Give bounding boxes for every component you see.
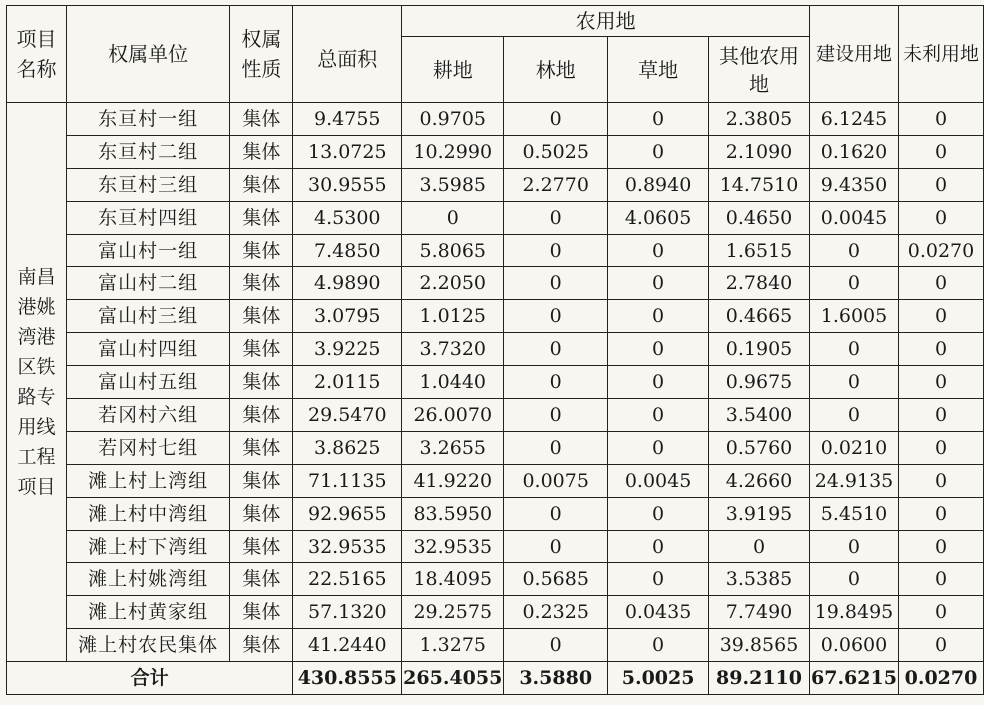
cell-total-area: 3.0795 — [293, 300, 402, 333]
cell-other-agri: 0.4665 — [709, 300, 810, 333]
cell-total-area: 30.9555 — [293, 168, 402, 201]
totals-row — [7, 662, 984, 695]
cell-grass: 0 — [608, 234, 709, 267]
cell-construction: 24.9135 — [809, 464, 898, 497]
cell-other-agri: 0.4650 — [709, 201, 810, 234]
cell-cultivated: 0 — [402, 201, 504, 234]
cell-grass: 0 — [608, 135, 709, 168]
cell-grass: 0 — [608, 366, 709, 399]
table-header — [7, 6, 984, 103]
cell-cultivated: 0.9705 — [402, 103, 504, 136]
cell-cultivated: 3.7320 — [402, 333, 504, 366]
cell-nature: 集体 — [230, 431, 293, 464]
cell-total-area: 57.1320 — [293, 596, 402, 629]
cell-grass: 0 — [608, 103, 709, 136]
cell-unit: 富山村五组 — [66, 366, 230, 399]
table-row — [7, 135, 984, 168]
cell-construction: 5.4510 — [809, 497, 898, 530]
cell-unit: 若冈村六组 — [66, 399, 230, 432]
table-row — [7, 497, 984, 530]
cell-unused: 0 — [898, 103, 983, 136]
cell-total-area: 4.5300 — [293, 201, 402, 234]
cell-forest: 0.0075 — [504, 464, 608, 497]
cell-nature: 集体 — [230, 234, 293, 267]
cell-grass: 0 — [608, 300, 709, 333]
table-footer — [7, 662, 984, 695]
cell-forest: 0 — [504, 366, 608, 399]
cell-forest: 0 — [504, 530, 608, 563]
cell-other-agri: 3.9195 — [709, 497, 810, 530]
cell-unit: 东亘村二组 — [66, 135, 230, 168]
cell-other-agri: 0.5760 — [709, 431, 810, 464]
table-row — [7, 234, 984, 267]
unused-sum: 0.0270 — [898, 662, 983, 695]
cell-other-agri: 0 — [709, 530, 810, 563]
cell-construction: 0.1620 — [809, 135, 898, 168]
cell-forest: 0 — [504, 201, 608, 234]
land-use-table — [6, 5, 984, 695]
cell-total-area: 3.8625 — [293, 431, 402, 464]
cell-unused: 0 — [898, 333, 983, 366]
table-body — [7, 103, 984, 662]
cell-unit: 若冈村七组 — [66, 431, 230, 464]
header-forest: 林地 — [504, 37, 608, 103]
cell-grass: 0 — [608, 333, 709, 366]
cell-construction: 0.0210 — [809, 431, 898, 464]
cell-unused: 0 — [898, 497, 983, 530]
cell-unused: 0 — [898, 563, 983, 596]
cell-other-agri: 2.7840 — [709, 267, 810, 300]
grass-sum: 5.0025 — [608, 662, 709, 695]
cell-grass: 0 — [608, 399, 709, 432]
cell-forest: 0 — [504, 267, 608, 300]
table-row — [7, 267, 984, 300]
cell-cultivated: 1.0125 — [402, 300, 504, 333]
cell-unit: 富山村四组 — [66, 333, 230, 366]
cell-nature: 集体 — [230, 563, 293, 596]
cell-unused: 0 — [898, 168, 983, 201]
cell-other-agri: 0.1905 — [709, 333, 810, 366]
cell-total-area: 92.9655 — [293, 497, 402, 530]
table-row — [7, 201, 984, 234]
cell-grass: 0 — [608, 629, 709, 662]
cell-other-agri: 14.7510 — [709, 168, 810, 201]
cell-construction: 0 — [809, 267, 898, 300]
cell-unused: 0 — [898, 629, 983, 662]
cell-total-area: 71.1135 — [293, 464, 402, 497]
cell-total-area: 9.4755 — [293, 103, 402, 136]
cell-other-agri: 0.9675 — [709, 366, 810, 399]
cell-unit: 富山村二组 — [66, 267, 230, 300]
cell-forest: 0 — [504, 629, 608, 662]
cell-construction: 9.4350 — [809, 168, 898, 201]
header-nature: 权属性质 — [230, 6, 293, 103]
cell-unused: 0 — [898, 431, 983, 464]
cell-forest: 0 — [504, 399, 608, 432]
cell-total-area: 41.2440 — [293, 629, 402, 662]
header-other-agri: 其他农用地 — [709, 37, 810, 103]
cell-nature: 集体 — [230, 596, 293, 629]
cell-unit: 滩上村中湾组 — [66, 497, 230, 530]
cell-construction: 19.8495 — [809, 596, 898, 629]
cell-nature: 集体 — [230, 267, 293, 300]
cell-cultivated: 32.9535 — [402, 530, 504, 563]
cell-unit: 东亘村一组 — [66, 103, 230, 136]
cell-cultivated: 1.3275 — [402, 629, 504, 662]
cell-nature: 集体 — [230, 135, 293, 168]
cell-construction: 0.0045 — [809, 201, 898, 234]
cell-other-agri: 1.6515 — [709, 234, 810, 267]
cell-unit: 东亘村三组 — [66, 168, 230, 201]
cell-construction: 0 — [809, 563, 898, 596]
cell-total-area: 13.0725 — [293, 135, 402, 168]
table-row — [7, 530, 984, 563]
cell-cultivated: 3.2655 — [402, 431, 504, 464]
cell-construction: 0 — [809, 333, 898, 366]
cell-unused: 0.0270 — [898, 234, 983, 267]
totals-label: 合计 — [7, 662, 293, 695]
cell-cultivated: 18.4095 — [402, 563, 504, 596]
cell-grass: 0 — [608, 530, 709, 563]
table-row — [7, 103, 984, 136]
cell-forest: 0.5685 — [504, 563, 608, 596]
cell-cultivated: 3.5985 — [402, 168, 504, 201]
cell-forest: 0 — [504, 300, 608, 333]
cell-nature: 集体 — [230, 629, 293, 662]
header-grass: 草地 — [608, 37, 709, 103]
table-row — [7, 629, 984, 662]
cell-grass: 4.0605 — [608, 201, 709, 234]
cell-unused: 0 — [898, 530, 983, 563]
header-unused: 未利用地 — [898, 6, 983, 103]
cell-grass: 0 — [608, 563, 709, 596]
table-row — [7, 596, 984, 629]
cell-nature: 集体 — [230, 530, 293, 563]
cell-unit: 滩上村上湾组 — [66, 464, 230, 497]
cell-nature: 集体 — [230, 103, 293, 136]
cell-nature: 集体 — [230, 366, 293, 399]
cell-nature: 集体 — [230, 168, 293, 201]
cell-cultivated: 5.8065 — [402, 234, 504, 267]
cell-unused: 0 — [898, 399, 983, 432]
cell-grass: 0 — [608, 267, 709, 300]
cell-grass: 0.0435 — [608, 596, 709, 629]
cell-total-area: 29.5470 — [293, 399, 402, 432]
cell-unused: 0 — [898, 366, 983, 399]
cell-construction: 0 — [809, 366, 898, 399]
cell-forest: 2.2770 — [504, 168, 608, 201]
cell-other-agri: 3.5400 — [709, 399, 810, 432]
project-name-cell: 南昌港姚湾港区铁路专用线工程项目 — [7, 103, 67, 662]
cell-unit: 滩上村农民集体 — [66, 629, 230, 662]
table-row — [7, 563, 984, 596]
cell-forest: 0 — [504, 333, 608, 366]
cell-cultivated: 26.0070 — [402, 399, 504, 432]
cell-other-agri: 4.2660 — [709, 464, 810, 497]
cell-unit: 滩上村黄家组 — [66, 596, 230, 629]
cell-unused: 0 — [898, 135, 983, 168]
cell-total-area: 7.4850 — [293, 234, 402, 267]
cell-total-area: 32.9535 — [293, 530, 402, 563]
table-row — [7, 366, 984, 399]
cell-cultivated: 41.9220 — [402, 464, 504, 497]
header-construction: 建设用地 — [809, 6, 898, 103]
cell-grass: 0 — [608, 431, 709, 464]
table-row — [7, 333, 984, 366]
cell-grass: 0.0045 — [608, 464, 709, 497]
cell-unit: 东亘村四组 — [66, 201, 230, 234]
cell-forest: 0 — [504, 497, 608, 530]
cell-cultivated: 1.0440 — [402, 366, 504, 399]
cell-construction: 1.6005 — [809, 300, 898, 333]
cell-construction: 0.0600 — [809, 629, 898, 662]
cell-nature: 集体 — [230, 201, 293, 234]
cell-unit: 滩上村下湾组 — [66, 530, 230, 563]
header-project: 项目名称 — [7, 6, 67, 103]
cell-unused: 0 — [898, 201, 983, 234]
cultivated-sum: 265.4055 — [402, 662, 504, 695]
construction-sum: 67.6215 — [809, 662, 898, 695]
cell-nature: 集体 — [230, 464, 293, 497]
cell-unit: 富山村一组 — [66, 234, 230, 267]
cell-forest: 0.5025 — [504, 135, 608, 168]
cell-cultivated: 10.2990 — [402, 135, 504, 168]
cell-unit: 富山村三组 — [66, 300, 230, 333]
cell-total-area: 3.9225 — [293, 333, 402, 366]
cell-other-agri: 2.3805 — [709, 103, 810, 136]
cell-unused: 0 — [898, 464, 983, 497]
cell-unused: 0 — [898, 300, 983, 333]
cell-forest: 0 — [504, 103, 608, 136]
cell-cultivated: 29.2575 — [402, 596, 504, 629]
cell-nature: 集体 — [230, 399, 293, 432]
header-cultivated: 耕地 — [402, 37, 504, 103]
cell-total-area: 2.0115 — [293, 366, 402, 399]
cell-unused: 0 — [898, 267, 983, 300]
cell-other-agri: 39.8565 — [709, 629, 810, 662]
other-agri-sum: 89.2110 — [709, 662, 810, 695]
table-row — [7, 300, 984, 333]
cell-nature: 集体 — [230, 333, 293, 366]
cell-unused: 0 — [898, 596, 983, 629]
cell-other-agri: 2.1090 — [709, 135, 810, 168]
cell-cultivated: 83.5950 — [402, 497, 504, 530]
cell-nature: 集体 — [230, 300, 293, 333]
table-row — [7, 431, 984, 464]
table-row — [7, 399, 984, 432]
cell-construction: 0 — [809, 234, 898, 267]
land-table-container — [6, 5, 984, 695]
header-total-area: 总面积 — [293, 6, 402, 103]
cell-forest: 0 — [504, 431, 608, 464]
header-unit: 权属单位 — [66, 6, 230, 103]
cell-total-area: 22.5165 — [293, 563, 402, 596]
cell-construction: 0 — [809, 399, 898, 432]
total-area-sum: 430.8555 — [293, 662, 402, 695]
table-row — [7, 464, 984, 497]
cell-nature: 集体 — [230, 497, 293, 530]
cell-grass: 0 — [608, 497, 709, 530]
forest-sum: 3.5880 — [504, 662, 608, 695]
cell-forest: 0.2325 — [504, 596, 608, 629]
cell-grass: 0.8940 — [608, 168, 709, 201]
cell-cultivated: 2.2050 — [402, 267, 504, 300]
cell-other-agri: 3.5385 — [709, 563, 810, 596]
cell-construction: 6.1245 — [809, 103, 898, 136]
cell-other-agri: 7.7490 — [709, 596, 810, 629]
header-agricultural-land: 农用地 — [402, 6, 810, 37]
cell-construction: 0 — [809, 530, 898, 563]
table-row — [7, 168, 984, 201]
cell-total-area: 4.9890 — [293, 267, 402, 300]
cell-unit: 滩上村姚湾组 — [66, 563, 230, 596]
cell-forest: 0 — [504, 234, 608, 267]
